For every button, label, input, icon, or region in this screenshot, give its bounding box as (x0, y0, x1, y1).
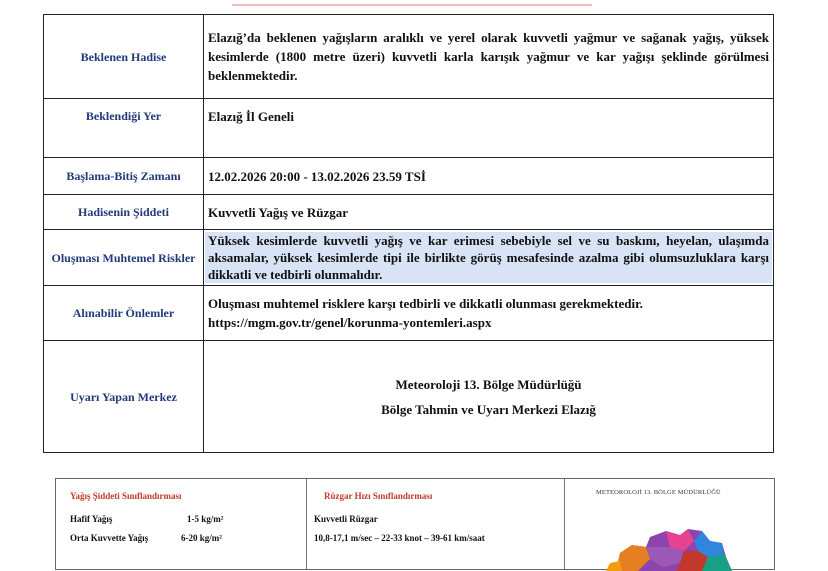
row-label: Alınabilir Önlemler (44, 286, 204, 341)
table-row (44, 99, 774, 158)
wind-class-value: 10,8-17,1 m/sec – 22-33 knot – 39-61 km/saat (314, 533, 485, 543)
table-row (44, 341, 774, 453)
wind-classification-title: Rüzgar Hızı Sınıflandırması (324, 491, 433, 501)
row-label: Hadisenin Şiddeti (44, 195, 204, 230)
rain-class-value: 1-5 kg/m² (187, 514, 224, 524)
center-line-2: Bölge Tahmin ve Uyarı Merkezi Elazığ (381, 401, 596, 417)
row-label: Uyarı Yapan Merkez (44, 341, 204, 453)
severity-value: Kuvvetli Yağış ve Rüzgar (204, 195, 774, 230)
expected-location-value: Elazığ İl Geneli (204, 99, 774, 158)
warning-table (43, 14, 774, 453)
row-label: Beklenen Hadise (44, 15, 204, 99)
legend-panel (55, 478, 775, 570)
rain-class-name: Orta Kuvvette Yağış (70, 533, 149, 543)
wind-class-name: Kuvvetli Rüzgar (314, 514, 378, 524)
rain-class-name: Hafif Yağış (70, 514, 113, 524)
risks-highlighted-text[interactable]: Yüksek kesimlerde kuvvetli yağış ve kar erimesi sebebiyle sel ve su baskını, heyelan, ulaşımda aksamalar, yüksek kesimlerde tipi ile birlikte görüş mesafesinde azalma gibi olumsuzluklara karşı dikkatli ve tedbirli olunmalıdır. (205, 232, 772, 283)
expected-event-value: Elazığ’da beklenen yağışların aralıklı ve yerel olarak kuvvetli yağmur ve sağanak yağış, yüksek kesimlerde (1800 metre üzeri) kuvvetli karla karışık yağmur ve kar yağışı şeklinde görülmesi beklenmektedir. (204, 15, 774, 99)
precautions-value (204, 286, 774, 341)
precautions-link[interactable]: https://mgm.gov.tr/genel/korunma-yontemleri.aspx (208, 315, 492, 330)
row-label: Beklendiği Yer (44, 99, 204, 158)
table-row (44, 230, 774, 286)
precautions-text: Oluşması muhtemel risklere karşı tedbirli ve dikkatli olunması gerekmektedir. (208, 296, 643, 311)
table-row (44, 286, 774, 341)
legend-divider (306, 479, 307, 569)
row-label: Oluşması Muhtemel Riskler (44, 230, 204, 286)
row-label: Başlama-Bitiş Zamanı (44, 158, 204, 195)
center-line-1: Meteoroloji 13. Bölge Müdürlüğü (395, 376, 582, 392)
table-row (44, 15, 774, 99)
map-title: METEOROLOJİ 13. BÖLGE MÜDÜRLÜĞÜ (596, 489, 721, 496)
legend-divider (564, 479, 565, 569)
rain-classification-title: Yağış Şiddeti Sınıflandırması (70, 491, 182, 501)
rain-class-value: 6-20 kg/m² (181, 533, 222, 543)
table-row (44, 195, 774, 230)
table-row (44, 158, 774, 195)
header-banner-edge (232, 0, 592, 6)
region-map-image (576, 501, 766, 571)
start-end-time-value: 12.02.2026 20:00 - 13.02.2026 23.59 TSİ (204, 158, 774, 195)
warning-center-value (204, 341, 774, 453)
risks-value (204, 230, 774, 286)
